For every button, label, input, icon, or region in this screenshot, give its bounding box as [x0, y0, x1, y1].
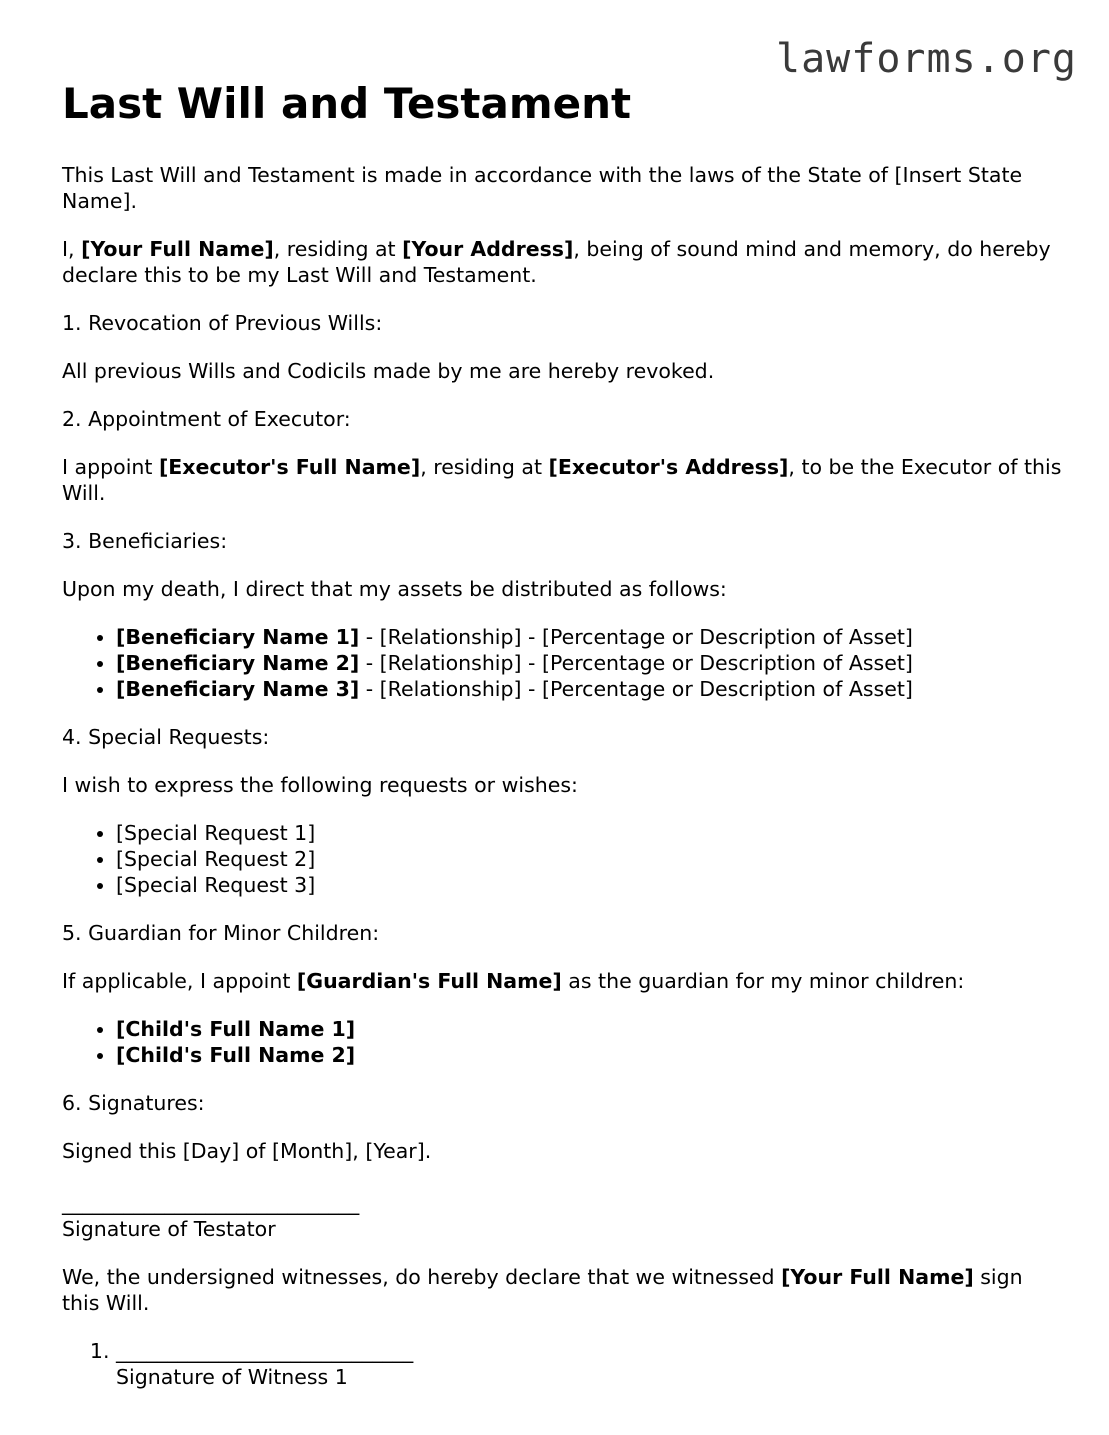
child-item	[116, 1016, 1062, 1042]
witness-post: sign this Will.	[62, 1265, 1023, 1315]
witness-signature-line: 1. _____________________________	[116, 1339, 414, 1363]
child-name: [Child's Full Name 2]	[116, 1043, 356, 1067]
section-3-text: Upon my death, I direct that my assets be distributed as follows:	[62, 577, 727, 601]
section-6-heading: 6. Signatures:	[62, 1091, 205, 1115]
beneficiary-details: - [Relationship] - [Percentage or Description of Asset]	[359, 625, 913, 649]
witness-pre: We, the undersigned witnesses, do hereby declare that we witnessed	[62, 1265, 782, 1289]
special-request-item: • [Special Request 3]	[116, 872, 1062, 898]
children-list	[62, 1016, 1062, 1068]
section-1-heading: 1. Revocation of Previous Wills:	[62, 311, 383, 335]
beneficiary-list	[62, 624, 1062, 702]
guardian-pre: If applicable, I appoint	[62, 969, 297, 993]
beneficiary-name: [Beneficiary Name 3]	[116, 677, 360, 701]
beneficiary-item	[116, 624, 1062, 650]
executor-address-placeholder: [Executor's Address]	[548, 455, 789, 479]
testator-signature-block	[62, 1190, 1062, 1242]
beneficiary-item	[116, 650, 1062, 676]
section-2-heading: 2. Appointment of Executor:	[62, 407, 351, 431]
signed-date-line: Signed this [Day] of [Month], [Year].	[62, 1139, 432, 1163]
guardian-post: as the guardian for my minor children:	[561, 969, 965, 993]
section-5-text	[62, 968, 1062, 994]
executor-pre: I appoint	[62, 455, 159, 479]
witness-signature-item	[116, 1338, 1062, 1390]
beneficiary-details: - [Relationship] - [Percentage or Description of Asset]	[359, 651, 913, 675]
executor-mid: , residing at	[420, 455, 549, 479]
declaration-post: , being of sound mind and memory, do hereby declare this to be my Last Will and Testament.	[62, 237, 1051, 287]
section-4-heading: 4. Special Requests:	[62, 725, 270, 749]
witness-signature-label: Signature of Witness 1	[116, 1365, 348, 1389]
section-3-heading: 3. Beneficiaries:	[62, 529, 228, 553]
testator-signature-label: Signature of Testator	[62, 1217, 276, 1241]
beneficiary-details: - [Relationship] - [Percentage or Description of Asset]	[359, 677, 913, 701]
special-request-item: • [Special Request 2]	[116, 846, 1062, 872]
section-2-text	[62, 454, 1062, 506]
witness-testator-name: [Your Full Name]	[781, 1265, 974, 1289]
testator-signature-line: _____________________________	[62, 1191, 360, 1215]
special-request-item: • [Special Request 1]	[116, 820, 1062, 846]
will-document	[62, 74, 1062, 1412]
testator-name-placeholder: [Your Full Name]	[81, 237, 274, 261]
document-title: Last Will and Testament	[62, 79, 632, 128]
child-item	[116, 1042, 1062, 1068]
beneficiary-name: [Beneficiary Name 1]	[116, 625, 360, 649]
executor-name-placeholder: [Executor's Full Name]	[158, 455, 421, 479]
intro-paragraph: This Last Will and Testament is made in accordance with the laws of the State of [Insert State Name].	[62, 163, 1023, 213]
witness-signature-list	[62, 1338, 1062, 1390]
witness-declaration	[62, 1264, 1062, 1316]
beneficiary-name: [Beneficiary Name 2]	[116, 651, 360, 675]
child-name: [Child's Full Name 1]	[116, 1017, 356, 1041]
declaration-pre: I,	[62, 237, 82, 261]
lawforms-watermark: lawforms.org	[776, 36, 1077, 82]
executor-post: , to be the Executor of this Will.	[62, 455, 1062, 505]
beneficiary-item	[116, 676, 1062, 702]
testator-address-placeholder: [Your Address]	[402, 237, 574, 261]
section-4-text: I wish to express the following requests or wishes:	[62, 773, 578, 797]
declaration-paragraph	[62, 236, 1062, 288]
declaration-mid: , residing at	[273, 237, 403, 261]
section-1-text: All previous Wills and Codicils made by me are hereby revoked.	[62, 359, 715, 383]
section-5-heading: 5. Guardian for Minor Children:	[62, 921, 380, 945]
special-request-list	[62, 820, 1062, 898]
guardian-name-placeholder: [Guardian's Full Name]	[296, 969, 562, 993]
